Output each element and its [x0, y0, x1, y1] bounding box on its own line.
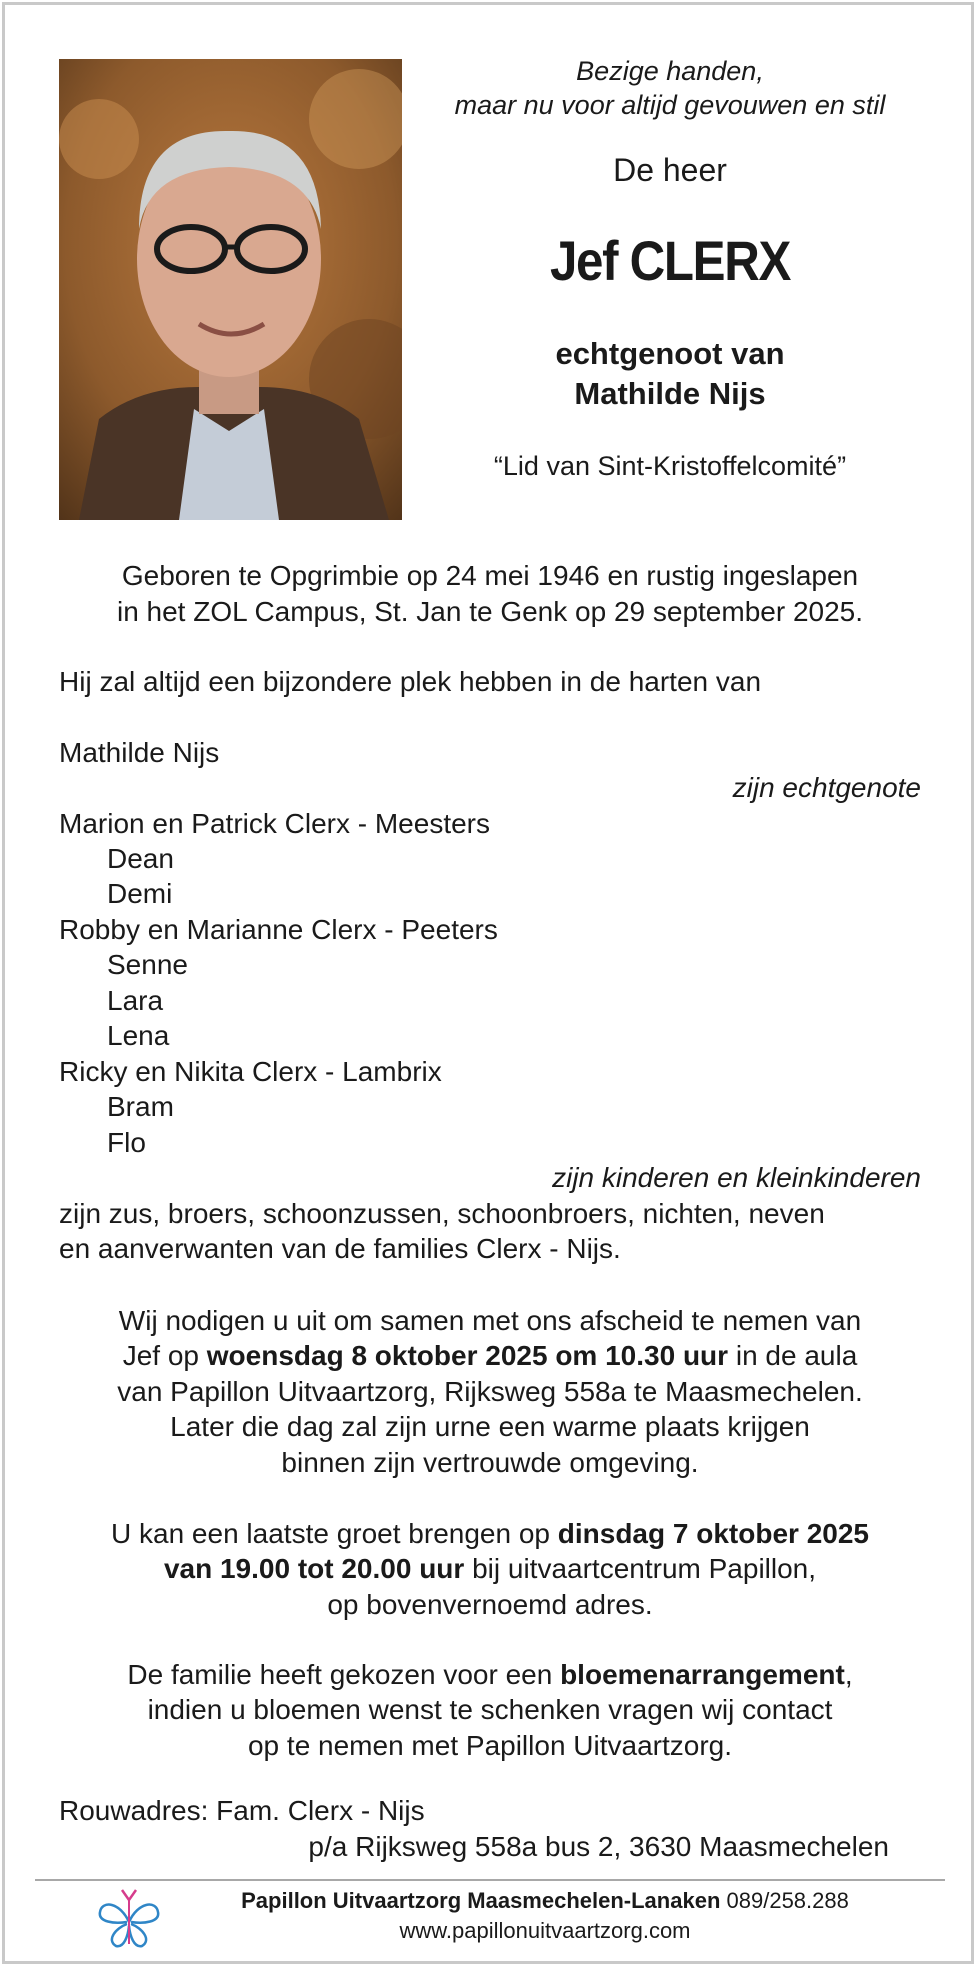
spouse-relation: echtgenoot van	[555, 336, 785, 371]
grandchild: Demi	[107, 878, 173, 909]
mourning-address-label: Rouwadres: Fam. Clerx - Nijs	[59, 1795, 425, 1826]
ceremony-text: in de aula	[728, 1340, 858, 1371]
visit-text: U kan een laatste groet brengen op	[111, 1518, 558, 1549]
ceremony-date-line	[40, 1338, 940, 1374]
visit-line: op bovenvernoemd adres.	[327, 1589, 653, 1620]
flowers-text: De familie heeft gekozen voor een	[127, 1659, 561, 1690]
relatives-line: en aanverwanten van de families Clerx - Nijs.	[59, 1233, 621, 1264]
portrait-photo	[59, 59, 402, 520]
flowers-line: op te nemen met Papillon Uitvaartzorg.	[247, 1730, 733, 1761]
spouse-role: zijn echtgenote	[732, 772, 921, 803]
membership-quote: “Lid van Sint-Kristoffelcomité”	[493, 451, 847, 481]
family-member: Marion en Patrick Clerx - Meesters	[59, 808, 491, 839]
ceremony-text: Jef op	[122, 1340, 207, 1371]
poem	[410, 54, 930, 122]
flowers-line	[40, 1657, 940, 1693]
family-spouse: Mathilde Nijs	[59, 737, 220, 768]
ceremony-line: van Papillon Uitvaartzorg, Rijksweg 558a te Maasmechelen.	[117, 1376, 863, 1407]
family-member: Ricky en Nikita Clerx - Lambrix	[59, 1056, 442, 1087]
ceremony-line: binnen zijn vertrouwde omgeving.	[281, 1447, 699, 1478]
birth-line: Geboren te Opgrimbie op 24 mei 1946 en rustig ingeslapen	[121, 560, 859, 591]
ceremony-line: Later die dag zal zijn urne een warme plaats krijgen	[170, 1411, 810, 1442]
spouse-heading	[410, 334, 930, 414]
spouse-name: Mathilde Nijs	[574, 376, 766, 411]
children-role: zijn kinderen en kleinkinderen	[552, 1162, 921, 1193]
company-website[interactable]: www.papillonuitvaartzorg.com	[399, 1918, 691, 1943]
visit-line	[40, 1516, 940, 1552]
grandchild: Senne	[107, 949, 188, 980]
death-line: in het ZOL Campus, St. Jan te Genk op 29 september 2025.	[116, 596, 864, 627]
mourning-address: p/a Rijksweg 558a bus 2, 3630 Maasmechelen	[308, 1831, 889, 1862]
ceremony-line: Wij nodigen u uit om samen met ons afscheid te nemen van	[118, 1305, 862, 1336]
visit-text: bij uitvaartcentrum Papillon,	[464, 1553, 817, 1584]
footer-divider	[35, 1879, 945, 1881]
family-member: Robby en Marianne Clerx - Peeters	[59, 914, 498, 945]
visit-time: van 19.00 tot 20.00 uur	[163, 1553, 465, 1584]
grandchild: Flo	[107, 1127, 146, 1158]
visit-line	[40, 1551, 940, 1587]
family-intro: Hij zal altijd een bijzondere plek hebben in de harten van	[59, 666, 762, 697]
flowers-arrangement: bloemenarrangement	[560, 1659, 845, 1690]
visit-date: dinsdag 7 oktober 2025	[557, 1518, 869, 1549]
grandchild: Lena	[107, 1020, 170, 1051]
relatives-line: zijn zus, broers, schoonzussen, schoonbroers, nichten, neven	[59, 1198, 825, 1229]
deceased-name: Jef CLERX	[549, 229, 791, 292]
flowers-line: indien u bloemen wenst te schenken vragen wij contact	[147, 1694, 833, 1725]
grandchild: Lara	[107, 985, 164, 1016]
grandchild: Bram	[107, 1091, 174, 1122]
poem-line: maar nu voor altijd gevouwen en stil	[454, 90, 886, 120]
grandchild: Dean	[107, 843, 174, 874]
butterfly-logo-icon	[96, 1884, 162, 1950]
company-phone: 089/258.288	[726, 1888, 849, 1913]
poem-line: Bezige handen,	[576, 56, 764, 86]
company-name: Papillon Uitvaartzorg Maasmechelen-Lanaken	[241, 1888, 721, 1913]
footer-company-line	[170, 1886, 920, 1915]
flowers-text: ,	[844, 1659, 853, 1690]
ceremony-datetime: woensdag 8 oktober 2025 om 10.30 uur	[206, 1340, 729, 1371]
honorific: De heer	[613, 152, 727, 188]
